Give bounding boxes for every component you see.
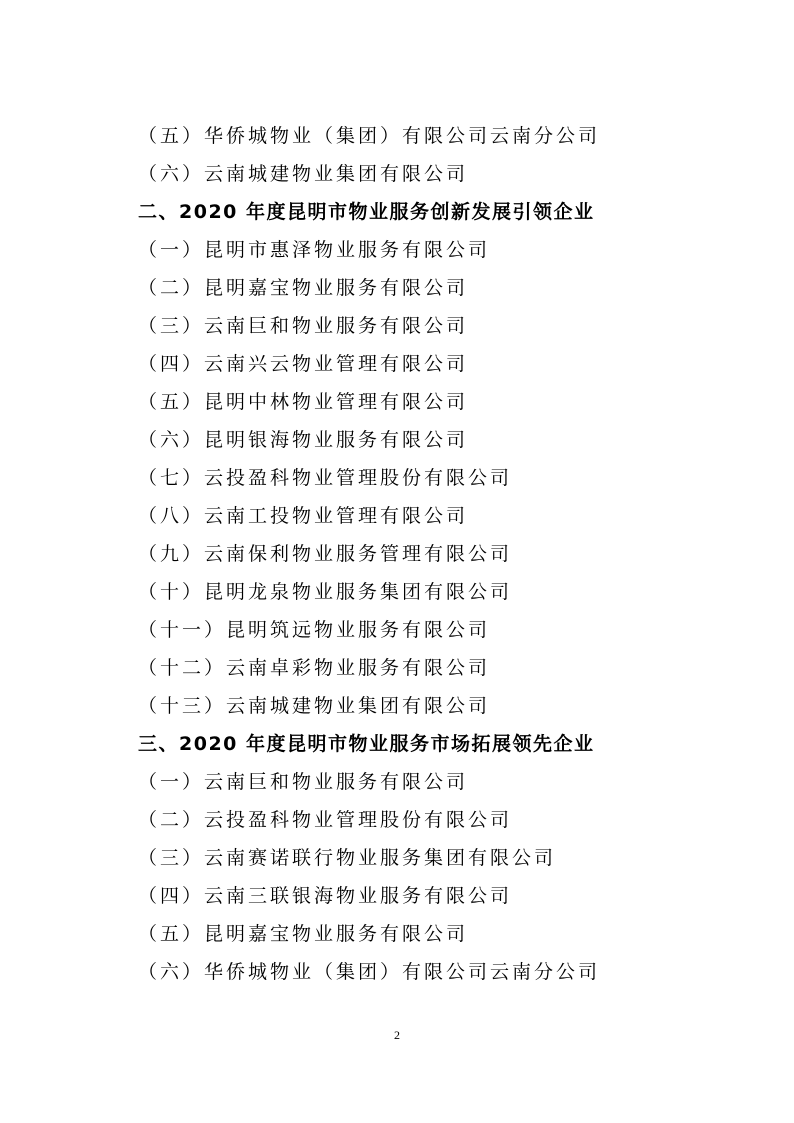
list-item: （一）昆明市惠泽物业服务有限公司 bbox=[138, 239, 491, 261]
list-item: （十）昆明龙泉物业服务集团有限公司 bbox=[138, 581, 513, 603]
list-item: （五）昆明中林物业管理有限公司 bbox=[138, 391, 469, 413]
list-item: （四）云南三联银海物业服务有限公司 bbox=[138, 885, 513, 907]
list-item: （七）云投盈科物业管理股份有限公司 bbox=[138, 467, 513, 489]
list-item: （一）云南巨和物业服务有限公司 bbox=[138, 771, 469, 793]
page-number: 2 bbox=[394, 1028, 400, 1042]
list-item: （六）云南城建物业集团有限公司 bbox=[138, 163, 469, 185]
list-item: （八）云南工投物业管理有限公司 bbox=[138, 505, 469, 527]
section-heading: 二、2020 年度昆明市物业服务创新发展引领企业 bbox=[138, 201, 595, 223]
list-item: （六）昆明银海物业服务有限公司 bbox=[138, 429, 469, 451]
list-item: （四）云南兴云物业管理有限公司 bbox=[138, 353, 469, 375]
list-item: （三）云南巨和物业服务有限公司 bbox=[138, 315, 469, 337]
list-item: （十一）昆明筑远物业服务有限公司 bbox=[138, 619, 491, 641]
list-item: （九）云南保利物业服务管理有限公司 bbox=[138, 543, 513, 565]
list-item: （五）昆明嘉宝物业服务有限公司 bbox=[138, 923, 469, 945]
list-item: （二）昆明嘉宝物业服务有限公司 bbox=[138, 277, 469, 299]
list-item: （三）云南赛诺联行物业服务集团有限公司 bbox=[138, 847, 557, 869]
list-item: （六）华侨城物业（集团）有限公司云南分公司 bbox=[138, 961, 601, 983]
list-item: （十三）云南城建物业集团有限公司 bbox=[138, 695, 491, 717]
list-item: （五）华侨城物业（集团）有限公司云南分公司 bbox=[138, 125, 601, 147]
section-heading: 三、2020 年度昆明市物业服务市场拓展领先企业 bbox=[138, 733, 595, 755]
list-item: （十二）云南卓彩物业服务有限公司 bbox=[138, 657, 491, 679]
list-item: （二）云投盈科物业管理股份有限公司 bbox=[138, 809, 513, 831]
